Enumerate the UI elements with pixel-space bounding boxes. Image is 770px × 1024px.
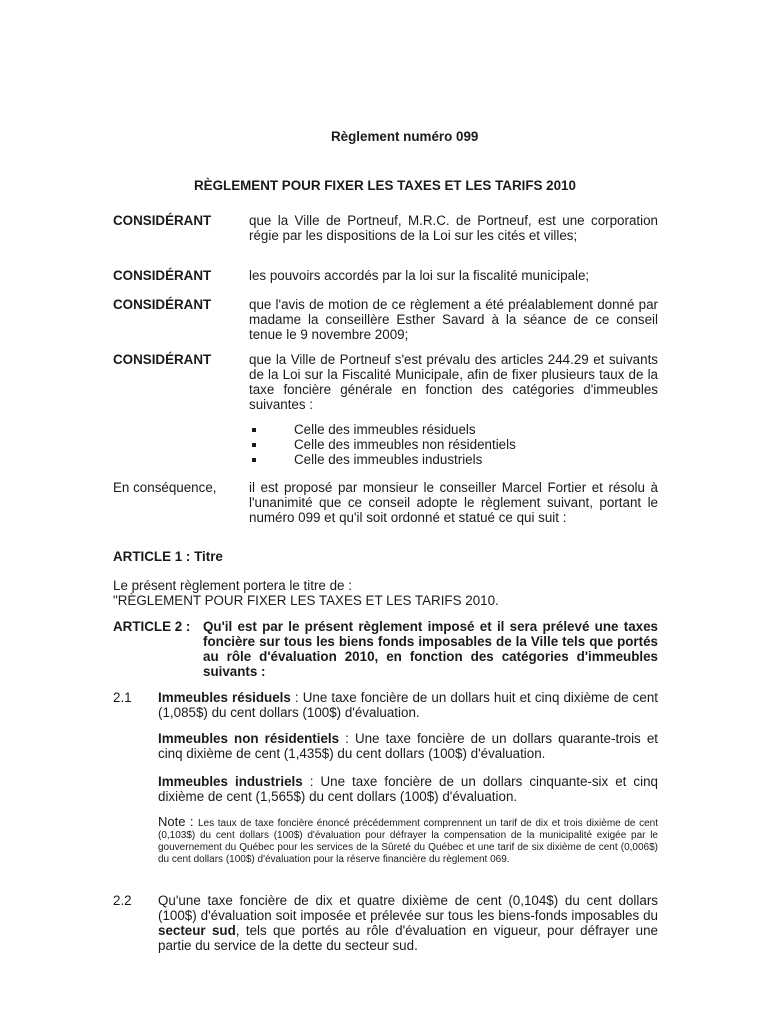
list-item-text: Celle des immeubles non résidentiels — [294, 437, 516, 452]
immeubles-residuels — [158, 690, 658, 720]
list-item-text: Celle des immeubles industriels — [294, 452, 483, 467]
tax-note — [158, 816, 658, 866]
term: Immeubles industriels — [158, 774, 303, 789]
list-item — [249, 452, 658, 467]
term-text: : Une taxe foncière de un dollars quarante-trois et cinq dixième de cent (1,435$) du cent dollars (100$) d'évaluation. — [158, 731, 658, 761]
list-item-text: Celle des immeubles résiduels — [294, 422, 476, 437]
considerant-text: que la Ville de Portneuf s'est prévalu des articles 244.29 et suivants de la Loi sur la Fiscalité Municipale, afin de fixer plusieurs taux de la taxe foncière générale en fonction des catégories d'immeubles suivantes : — [249, 352, 658, 412]
note-label: Note : — [158, 814, 198, 829]
category-list — [249, 422, 658, 467]
article1-line2: "RÈGLEMENT POUR FIXER LES TAXES ET LES TARIFS 2010. — [113, 593, 499, 608]
considerant-label: CONSIDÉRANT — [113, 352, 212, 367]
text-before: Qu'une taxe foncière de dix et quatre dixième de cent (0,104$) du cent dollars (100$) d'évaluation soit imposée et prélevée sur tous les biens-fonds imposables du — [158, 893, 658, 923]
considerant-text: que la Ville de Portneuf, M.R.C. de Portneuf, est une corporation régie par les dispositions de la Loi sur les cités et villes; — [249, 213, 658, 243]
document-title: RÈGLEMENT POUR FIXER LES TAXES ET LES TARIFS 2010 — [194, 178, 576, 193]
article1-line1: Le présent règlement portera le titre de : — [113, 578, 352, 593]
bullet-icon — [252, 443, 256, 447]
article1-heading: ARTICLE 1 : Titre — [113, 549, 223, 564]
consequence-label: En conséquence, — [113, 480, 217, 495]
considerant-label: CONSIDÉRANT — [113, 297, 212, 312]
bullet-icon — [252, 458, 256, 462]
secteur-sud-tax — [158, 893, 658, 953]
immeubles-non-residentiels — [158, 731, 658, 761]
note-text: Les taux de taxe foncière énoncé précédemment comprennent un tarif de dix et trois dixième de cent (0,103$) du cent dollars (100$) d'évaluation pour défrayer la compensation de la municipalité exigée par le gouvernement du Québec pour les services de la Sûreté du Québec et une tarif de six dixième de cent (0,006$) du cent dollars (100$) d'évaluation pour la réserve financière du règlement 069. — [158, 818, 658, 865]
term: Immeubles résiduels — [158, 690, 291, 705]
considerant-text: les pouvoirs accordés par la loi sur la fiscalité municipale; — [249, 268, 590, 283]
section-2-2-number: 2.2 — [113, 893, 132, 908]
text-after: , tels que portés au rôle d'évaluation en vigueur, pour défrayer une partie du service de la dette du secteur sud. — [158, 923, 658, 953]
list-item — [249, 422, 658, 437]
reglement-number: Règlement numéro 099 — [331, 129, 479, 144]
list-item — [249, 437, 658, 452]
considerant-label: CONSIDÉRANT — [113, 213, 212, 228]
considerant-text: que l'avis de motion de ce règlement a été préalablement donné par madame la conseillère Esther Savard à la séance de ce conseil tenue le 9 novembre 2009; — [249, 297, 658, 342]
term-text: : Une taxe foncière de un dollars huit et cinq dixième de cent (1,085$) du cent dollars (100$) d'évaluation. — [158, 690, 658, 720]
term: Immeubles non résidentiels — [158, 731, 340, 746]
consequence-text: il est proposé par monsieur le conseiller Marcel Fortier et résolu à l'unanimité que ce conseil adopte le règlement suivant, portant le numéro 099 et qu'il soit ordonné et statué ce qui suit : — [249, 480, 658, 525]
secteur-sud-term: secteur sud — [158, 923, 236, 938]
immeubles-industriels — [158, 774, 658, 804]
term-text: : Une taxe foncière de un dollars cinquante-six et cinq dixième de cent (1,565$) du cent dollars (100$) d'évaluation. — [158, 774, 658, 804]
considerant-label: CONSIDÉRANT — [113, 268, 212, 283]
article2-text: Qu'il est par le présent règlement imposé et il sera prélevé une taxes foncière sur tous les biens fonds imposables de la Ville tels que portés au rôle d'évaluation 2010, en fonction des catégories d'immeubles suivants : — [203, 619, 658, 679]
section-2-1-number: 2.1 — [113, 690, 132, 705]
article2-label: ARTICLE 2 : — [113, 619, 191, 634]
bullet-icon — [252, 428, 256, 432]
